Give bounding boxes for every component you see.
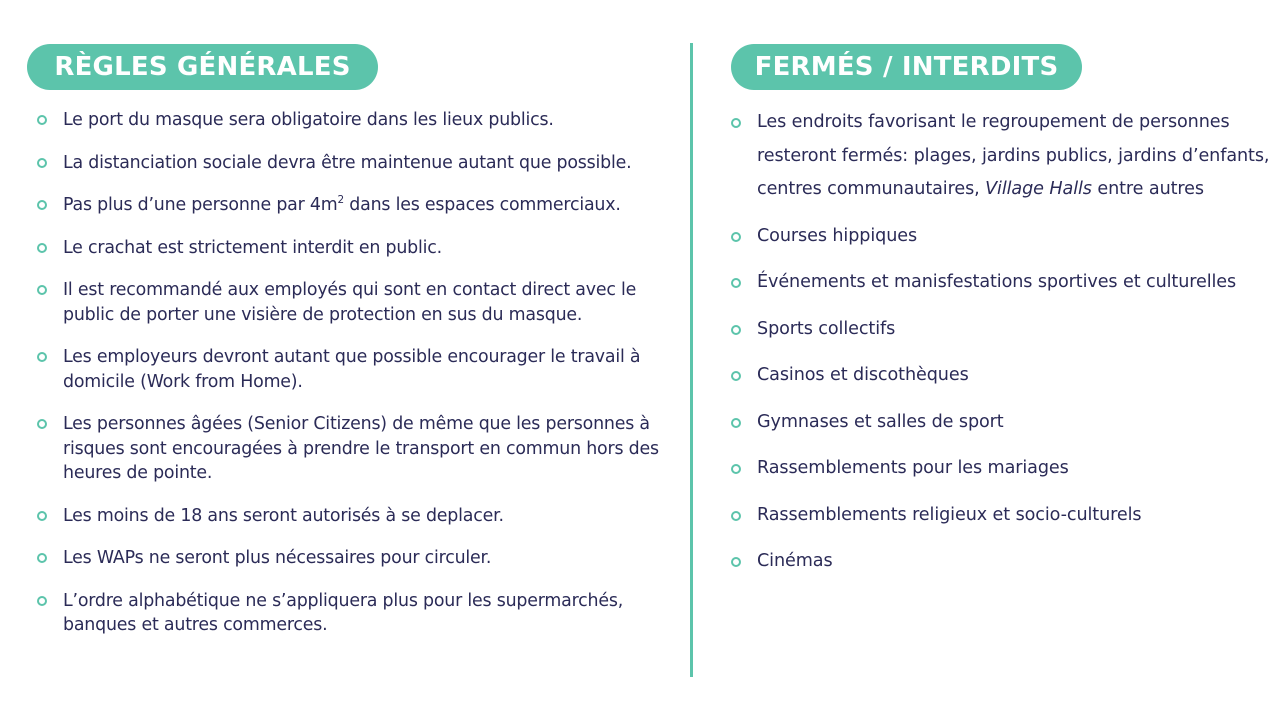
list-item-text: Les endroits favorisant le regroupement de personnes resteront fermés: plages, jardins publics, jardins d’enfants, centres communautaires, <box>757 112 1270 199</box>
list-item-text: Les moins de 18 ans seront autorisés à se deplacer. <box>63 505 504 526</box>
list-item <box>731 313 1280 347</box>
heading-regles-generales: RÈGLES GÉNÉRALES <box>27 44 378 90</box>
list-item-text-italic: Village Halls <box>985 179 1092 199</box>
bullet-icon <box>37 419 47 429</box>
bullet-icon <box>37 352 47 362</box>
bullet-icon <box>37 158 47 168</box>
list-item-text: Événements et manisfestations sportives et culturelles <box>757 272 1237 292</box>
bullet-icon <box>37 511 47 521</box>
bullet-icon <box>731 511 741 521</box>
list-item-text: Courses hippiques <box>757 225 918 246</box>
list-item-text-cont: entre autres <box>1091 179 1204 199</box>
bullet-icon <box>731 557 741 567</box>
list-item <box>37 589 672 638</box>
list-item <box>731 220 1280 254</box>
bullet-icon <box>37 200 47 210</box>
list-item-text: La distanciation sociale devra être maintenue autant que possible. <box>63 152 632 173</box>
general-rules-list <box>37 108 672 656</box>
list-item <box>731 266 1280 300</box>
list-item-text: Le crachat est strictement interdit en public. <box>63 237 442 258</box>
bullet-icon <box>731 371 741 381</box>
list-item <box>731 359 1280 393</box>
list-item-text: Casinos et discothèques <box>757 365 969 385</box>
list-item-text: Sports collectifs <box>757 318 896 339</box>
bullet-icon <box>731 418 741 428</box>
bullet-icon <box>37 243 47 253</box>
list-item-text: Les personnes âgées (Senior Citizens) de même que les personnes à risques sont encouragées à prendre le transport en commun hors des heures de pointe. <box>63 414 659 483</box>
list-item-text: Rassemblements religieux et socio-culturels <box>757 504 1142 525</box>
list-item-text: Les employeurs devront autant que possible encourager le travail à domicile (Work from Home). <box>63 347 641 392</box>
list-item <box>731 106 1280 207</box>
bullet-icon <box>731 278 741 288</box>
bullet-icon <box>731 232 741 242</box>
bullet-icon <box>731 464 741 474</box>
list-item <box>37 236 672 261</box>
list-item <box>37 108 672 133</box>
list-item-text: Gymnases et salles de sport <box>757 411 1004 432</box>
list-item <box>37 546 672 571</box>
list-item <box>37 504 672 529</box>
list-item <box>731 545 1280 579</box>
list-item <box>731 499 1280 533</box>
list-item-text: Cinémas <box>757 551 833 571</box>
bullet-icon <box>37 596 47 606</box>
column-divider <box>690 43 693 677</box>
list-item-text: Il est recommandé aux employés qui sont en contact direct avec le public de porter une visière de protection en sus du masque. <box>63 280 637 325</box>
bullet-icon <box>37 553 47 563</box>
list-item-text: L’ordre alphabétique ne s’appliquera plus pour les supermarchés, banques et autres commerces. <box>63 590 624 635</box>
list-item <box>37 278 672 327</box>
bullet-icon <box>731 325 741 335</box>
list-item-text: Pas plus d’une personne par 4m <box>63 195 338 215</box>
list-item <box>37 412 672 486</box>
list-item-text: Le port du masque sera obligatoire dans les lieux publics. <box>63 110 554 130</box>
superscript: 2 <box>337 194 344 207</box>
bullet-icon <box>37 115 47 125</box>
list-item <box>37 345 672 394</box>
bullet-icon <box>37 285 47 295</box>
list-item-text: Rassemblements pour les mariages <box>757 458 1069 478</box>
list-item-text-cont: dans les espaces commerciaux. <box>343 195 621 215</box>
list-item <box>37 193 672 218</box>
closed-forbidden-list <box>731 106 1280 592</box>
list-item <box>731 452 1280 486</box>
list-item <box>37 151 672 176</box>
list-item <box>731 406 1280 440</box>
bullet-icon <box>731 118 741 128</box>
heading-fermes-interdits: FERMÉS / INTERDITS <box>731 44 1082 90</box>
list-item-text: Les WAPs ne seront plus nécessaires pour circuler. <box>63 548 492 568</box>
